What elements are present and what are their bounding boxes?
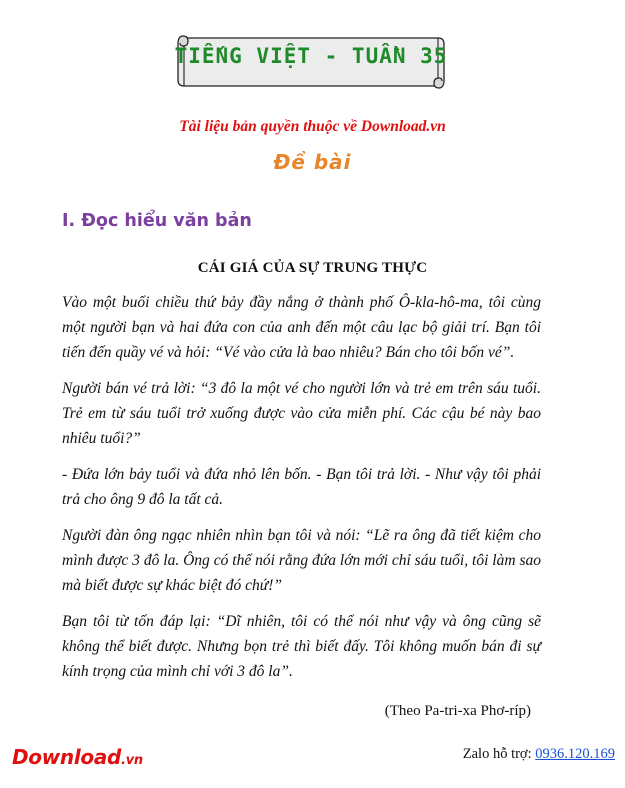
story-source: (Theo Pa-tri-xa Phơ-ríp) <box>384 703 531 719</box>
story-paragraph: Vào một buổi chiều thứ bảy đầy nắng ở thành phố Ô-kla-hô-ma, tôi cùng một người bạn và hai đứa con của anh đến một câu lạc bộ giải trí. Bạn tôi tiến đến quầy vé và hỏi: “Vé vào cửa là bao nhiêu? Bán cho tôi bốn vé”. <box>62 294 541 361</box>
title-banner <box>172 30 450 92</box>
story-paragraph: - Đứa lớn bảy tuổi và đứa nhỏ lên bốn. - Bạn tôi trả lời. - Như vậy tôi phải trả cho ông 9 đô la tất cả. <box>62 466 541 508</box>
story-paragraph: Người đàn ông ngạc nhiên nhìn bạn tôi và nói: “Lẽ ra ông đã tiết kiệm cho mình được 3 đô la. Ông có thể nói rằng đứa lớn mới chỉ sáu tuổi, tôi làm sao mà biết được sự khác biệt đó chứ!” <box>62 527 541 594</box>
banner-title: TIẾNG VIỆT - TUẦN 35 <box>174 44 448 68</box>
story-title: CÁI GIÁ CỦA SỰ TRUNG THỰC <box>197 260 428 276</box>
download-logo[interactable] <box>12 745 143 769</box>
part-heading: I. Đọc hiểu văn bản <box>62 211 252 231</box>
logo-tld: .vn <box>121 753 143 768</box>
section-title: Đề bài <box>273 150 352 174</box>
copyright-notice: Tài liệu bản quyền thuộc về Download.vn <box>179 118 446 135</box>
logo-main: Download <box>12 745 122 769</box>
support-phone-link[interactable]: 0936.120.169 <box>535 746 615 762</box>
story-paragraph: Bạn tôi từ tốn đáp lại: “Dĩ nhiên, tôi có thể nói như vậy và ông cũng sẽ không thể biết được. Nhưng bọn trẻ thì biết đấy. Tôi không muốn bán đi sự kính trọng của mình chỉ với 3 đô la”. <box>62 613 541 680</box>
story-body <box>62 290 541 695</box>
zalo-support <box>463 746 615 763</box>
support-label: Zalo hỗ trợ: <box>462 746 536 762</box>
story-paragraph: Người bán vé trả lời: “3 đô la một vé cho người lớn và trẻ em trên sáu tuổi. Trẻ em từ sáu tuổi trở xuống được vào cửa miễn phí. Các cậu bé này bao nhiêu tuổi?” <box>62 380 541 447</box>
